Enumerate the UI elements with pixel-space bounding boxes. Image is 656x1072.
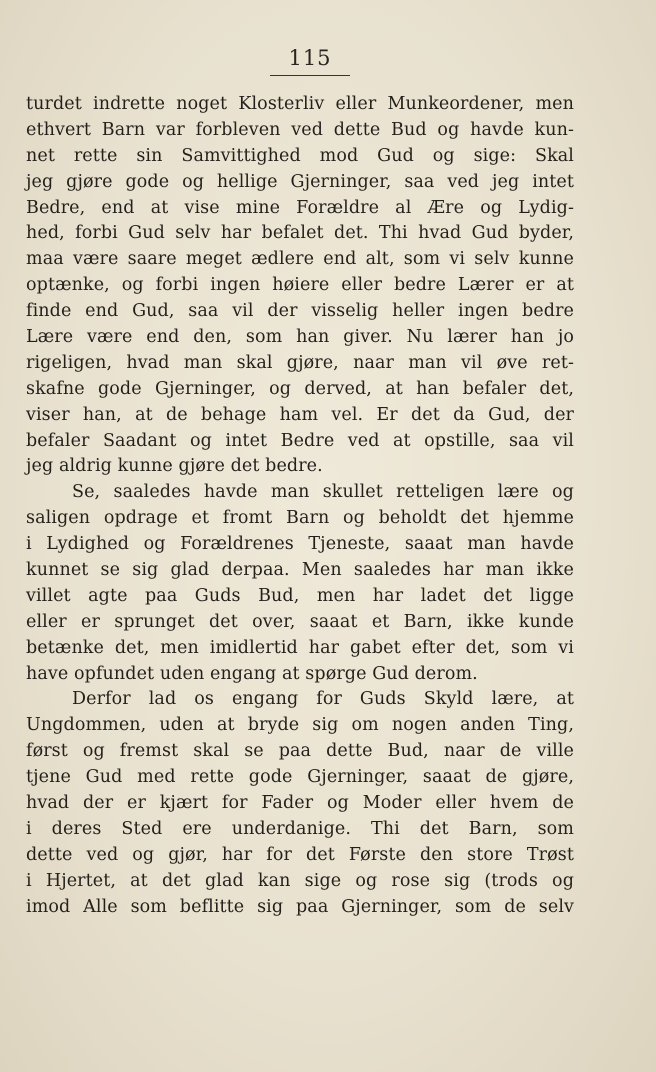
text-line: net rette sin Samvittighed mod Gud og sige: Skal (26, 145, 574, 166)
text-line: i Hjertet, at det glad kan sige og rose sig (trods og (26, 870, 574, 891)
text-line: optænke, og forbi ingen høiere eller bedre Lærer er at (26, 275, 574, 296)
text-line: Lære være end den, som han giver. Nu lærer han jo (26, 327, 574, 348)
text-line: eller er sprunget det over, saaat et Barn, ikke kunde (26, 611, 574, 632)
text-line: jeg gjøre gode og hellige Gjerninger, saa ved jeg intet (26, 171, 574, 192)
text-line: ethvert Barn var forbleven ved dette Bud og havde kun- (26, 119, 574, 140)
text-line: hed, forbi Gud selv har befalet det. Thi hvad Gud byder, (26, 223, 574, 244)
text-line: først og fremst skal se paa dette Bud, naar de ville (26, 741, 574, 762)
text-line: i Lydighed og Forældrenes Tjeneste, saaat man havde (26, 534, 574, 555)
page-number: 115 (288, 46, 332, 70)
text-line: kunnet se sig glad derpaa. Men saaledes har man ikke (26, 560, 574, 581)
text-line: Bedre, end at vise mine Forældre al Ære og Lydig- (26, 197, 574, 218)
text-line: Ungdommen, uden at bryde sig om nogen anden Ting, (26, 715, 574, 736)
text-line: imod Alle som beflitte sig paa Gjerninger, som de selv (26, 896, 574, 917)
text-line: tjene Gud med rette gode Gjerninger, saaat de gjøre, (26, 767, 574, 788)
text-line: hvad der er kjært for Fader og Moder eller hvem de (26, 793, 574, 814)
text-line: have opfundet uden engang at spørge Gud derom. (26, 663, 478, 684)
text-line: Se, saaledes havde man skullet retteligen lære og (72, 482, 574, 503)
text-line: Derfor lad os engang for Guds Skyld lære, at (72, 689, 574, 710)
header-rule (270, 75, 350, 76)
text-line: maa være saare meget ædlere end alt, som vi selv kunne (26, 249, 574, 270)
text-line: rigeligen, hvad man skal gjøre, naar man vil øve ret- (26, 352, 574, 373)
text-line: skafne gode Gjerninger, og derved, at han befaler det, (26, 378, 574, 399)
text-line: viser han, at de behage ham vel. Er det da Gud, der (26, 404, 574, 425)
text-line: saligen opdrage et fromt Barn og beholdt det hjemme (26, 508, 574, 529)
body-text (26, 92, 574, 921)
text-line: villet agte paa Guds Bud, men har ladet det ligge (26, 585, 574, 606)
text-line: dette ved og gjør, har for det Første den store Trøst (26, 844, 574, 865)
text-line: finde end Gud, saa vil der visselig heller ingen bedre (26, 301, 574, 322)
text-line: betænke det, men imidlertid har gabet efter det, som vi (26, 637, 574, 658)
text-line: i deres Sted ere underdanige. Thi det Barn, som (26, 818, 574, 839)
text-line: befaler Saadant og intet Bedre ved at opstille, saa vil (26, 430, 574, 451)
text-line: jeg aldrig kunne gjøre det bedre. (26, 456, 323, 477)
text-line: turdet indrette noget Klosterliv eller Munkeordener, men (26, 94, 574, 114)
